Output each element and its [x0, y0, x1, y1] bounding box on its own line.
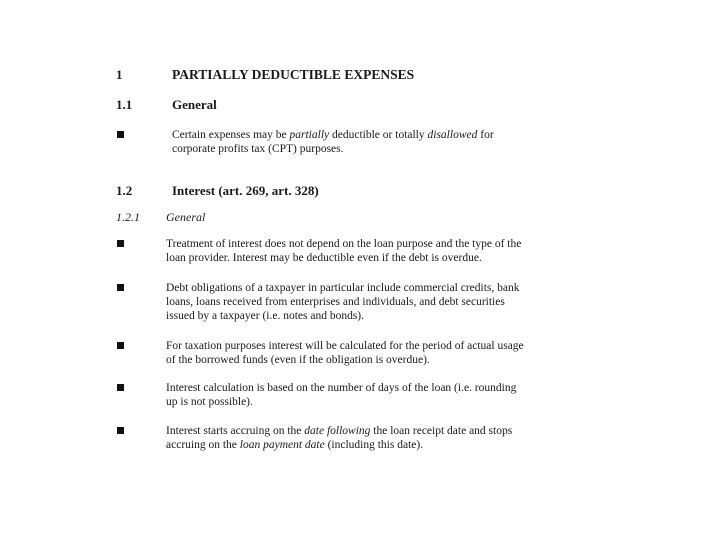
subsection-title: Interest (art. 269, art. 328): [172, 183, 319, 198]
bullet-marker: [117, 384, 124, 391]
bullet-marker: [117, 284, 124, 291]
subsubsection-number: 1.2.1: [116, 210, 140, 224]
text-run: Certain expenses may be: [172, 129, 290, 141]
paragraph-line: [172, 128, 582, 142]
text-run: accruing on the: [166, 439, 240, 451]
paragraph-line: [166, 424, 576, 438]
text-run: for: [477, 129, 494, 141]
bullet-paragraph: [166, 339, 576, 367]
bullet-paragraph: [166, 424, 576, 452]
paragraph-line: Treatment of interest does not depend on the loan purpose and the type of the: [166, 238, 522, 250]
bullet-marker: [117, 427, 124, 434]
paragraph-line: [166, 438, 576, 452]
section-number: 1: [116, 67, 123, 82]
paragraph-line: Interest calculation is based on the number of days of the loan (i.e. rounding: [166, 382, 517, 394]
emphasis-text: loan payment date: [239, 439, 325, 451]
bullet-marker: [117, 342, 124, 349]
bullet-marker: [117, 131, 124, 138]
subsection-number: 1.1: [116, 97, 133, 112]
text-run: (including this date).: [324, 439, 424, 451]
bullet-marker: [117, 240, 124, 247]
text-run: the loan receipt date and stops: [370, 425, 513, 437]
paragraph-line: loan provider. Interest may be deductible even if the debt is overdue.: [166, 252, 482, 264]
emphasis-text: partially: [289, 129, 330, 141]
paragraph-line: up is not possible).: [166, 396, 253, 408]
emphasis-text: disallowed: [427, 129, 478, 141]
subsubsection-title: General: [166, 210, 206, 224]
subsection-number: 1.2: [116, 183, 133, 198]
text-run: deductible or totally: [329, 129, 428, 141]
bullet-paragraph: [172, 128, 582, 156]
bullet-paragraph: [166, 281, 576, 323]
section-title: PARTIALLY DEDUCTIBLE EXPENSES: [172, 67, 415, 82]
paragraph-line: Debt obligations of a taxpayer in particular include commercial credits, bank: [166, 282, 520, 294]
bullet-paragraph: [166, 381, 576, 409]
paragraph-line: loans, loans received from enterprises and individuals, and debt securities: [166, 296, 505, 308]
paragraph-line: of the borrowed funds (even if the obligation is overdue).: [166, 354, 430, 366]
paragraph-line: issued by a taxpayer (i.e. notes and bonds).: [166, 310, 365, 322]
emphasis-text: date following: [304, 425, 371, 437]
paragraph-line: corporate profits tax (CPT) purposes.: [172, 143, 344, 155]
subsection-title: General: [172, 97, 217, 112]
bullet-paragraph: [166, 237, 576, 265]
paragraph-line: For taxation purposes interest will be calculated for the period of actual usage: [166, 340, 524, 352]
text-run: Interest starts accruing on the: [166, 425, 305, 437]
